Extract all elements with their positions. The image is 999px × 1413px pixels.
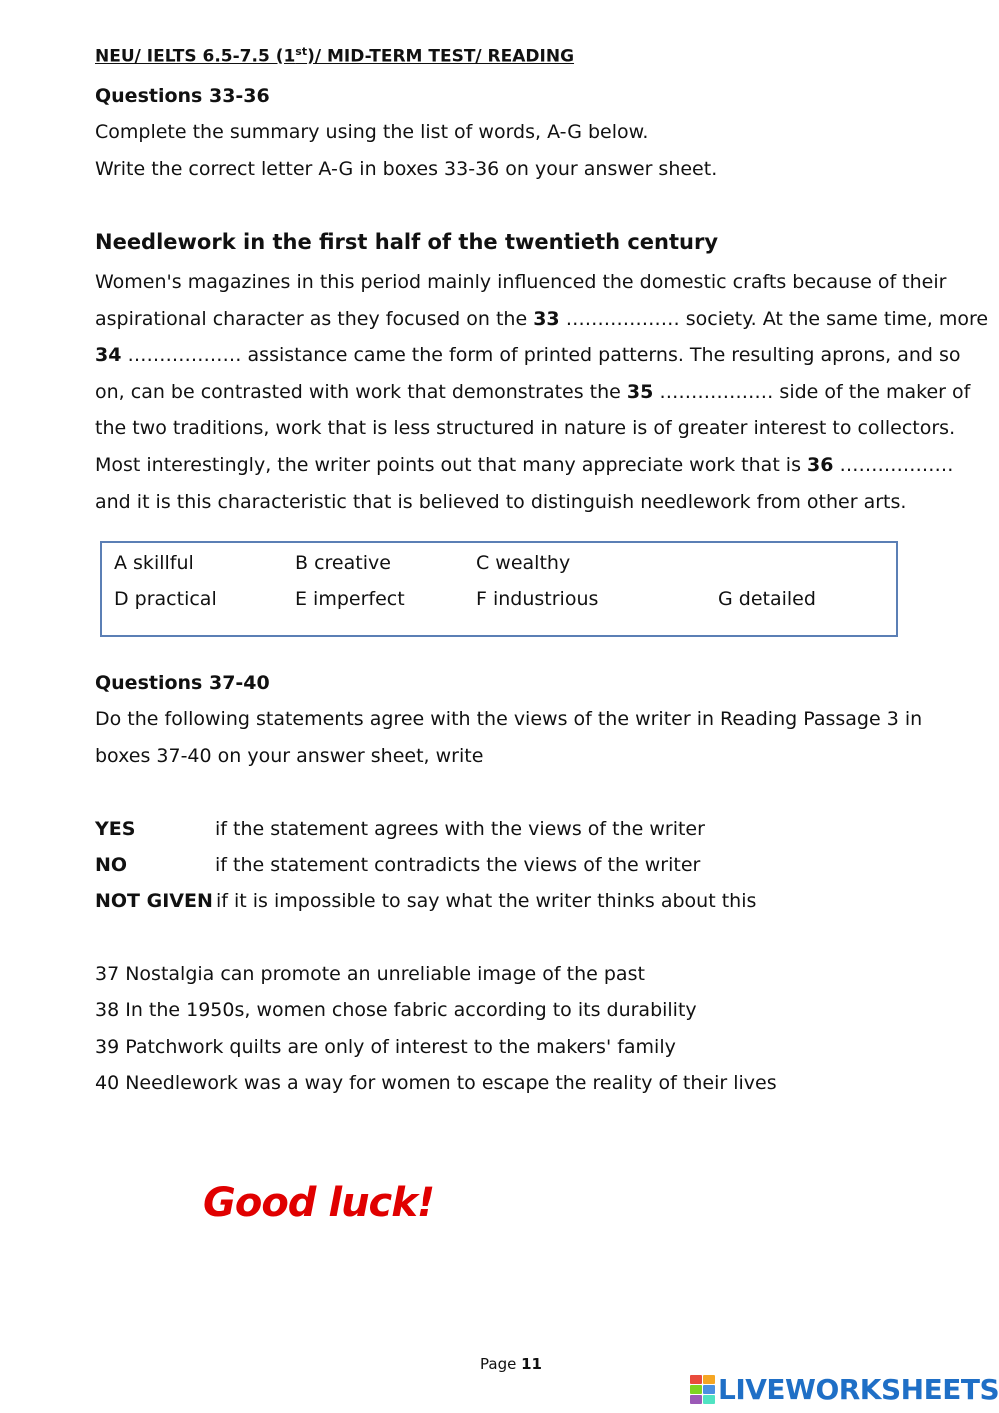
key-not-given: NOT GIVEN: [95, 890, 213, 912]
question-number-36: 36: [807, 453, 834, 476]
logo-tile: [690, 1375, 702, 1384]
instruction-line: Complete the summary using the list of words, A-G below.: [95, 121, 649, 143]
logo-tile: [690, 1395, 702, 1404]
key-no: NO: [95, 854, 128, 876]
summary-line: aspirational character as they focused on the 33 ……………… society. At the same time, more: [95, 307, 989, 330]
instruction-line: Write the correct letter A-G in boxes 33-36 on your answer sheet.: [95, 158, 718, 180]
answer-blank-34[interactable]: ………………: [127, 344, 242, 367]
summary-paragraph: [95, 264, 989, 520]
closing-message: Good luck!: [203, 1180, 435, 1226]
section-heading-33-36: Questions 33-36: [95, 85, 270, 107]
liveworksheets-logo: [690, 1372, 999, 1406]
key-yes-description: if the statement agrees with the views of the writer: [215, 818, 705, 840]
statement-39: 39 Patchwork quilts are only of interest to the makers' family: [95, 1036, 676, 1058]
statement-37: 37 Nostalgia can promote an unreliable image of the past: [95, 963, 645, 985]
question-number-34: 34: [95, 344, 122, 367]
word-option-g: G detailed: [718, 588, 816, 610]
word-option-c: C wealthy: [476, 552, 571, 574]
summary-line: the two traditions, work that is less structured in nature is of greater interest to collectors.: [95, 417, 956, 440]
section-heading-37-40: Questions 37-40: [95, 672, 270, 694]
summary-line: on, can be contrasted with work that demonstrates the 35 ……………… side of the maker of: [95, 380, 971, 403]
key-not-given-description: if it is impossible to say what the writer thinks about this: [216, 890, 757, 912]
logo-tile: [703, 1385, 715, 1394]
word-option-e: E imperfect: [295, 588, 405, 610]
logo-tile: [703, 1375, 715, 1384]
liveworksheets-logo-icon: [690, 1375, 714, 1403]
summary-line: and it is this characteristic that is believed to distinguish needlework from other arts.: [95, 490, 907, 513]
word-option-a: A skillful: [114, 552, 194, 574]
key-no-description: if the statement contradicts the views of the writer: [215, 854, 701, 876]
word-option-d: D practical: [114, 588, 217, 610]
word-option-f: F industrious: [476, 588, 599, 610]
question-number-33: 33: [533, 307, 560, 330]
statement-38: 38 In the 1950s, women chose fabric according to its durability: [95, 999, 697, 1021]
summary-line: Most interestingly, the writer points out that many appreciate work that is 36 ………………: [95, 453, 954, 476]
summary-title: Needlework in the first half of the twentieth century: [95, 230, 719, 254]
word-list-box: [100, 541, 898, 637]
answer-blank-36[interactable]: ………………: [839, 453, 954, 476]
answer-blank-35[interactable]: ………………: [659, 380, 774, 403]
logo-tile: [690, 1385, 702, 1394]
key-yes: YES: [95, 818, 136, 840]
instruction-line: Do the following statements agree with the views of the writer in Reading Passage 3 in: [95, 708, 923, 730]
statement-40: 40 Needlework was a way for women to escape the reality of their lives: [95, 1072, 777, 1094]
question-number-35: 35: [626, 380, 654, 403]
logo-tile: [703, 1395, 715, 1404]
document-header: NEU/ IELTS 6.5-7.5 (1st)/ MID-TERM TEST/ READING: [95, 45, 575, 67]
summary-line: Women's magazines in this period mainly influenced the domestic crafts because of their: [95, 271, 947, 293]
word-option-b: B creative: [295, 552, 391, 574]
instruction-line: boxes 37-40 on your answer sheet, write: [95, 745, 484, 767]
summary-line: 34 ……………… assistance came the form of printed patterns. The resulting aprons, and so: [95, 344, 961, 367]
answer-blank-33[interactable]: ………………: [565, 307, 680, 330]
liveworksheets-logo-text: LIVEWORKSHEETS: [718, 1372, 999, 1406]
page-number: Page 11: [480, 1355, 542, 1373]
